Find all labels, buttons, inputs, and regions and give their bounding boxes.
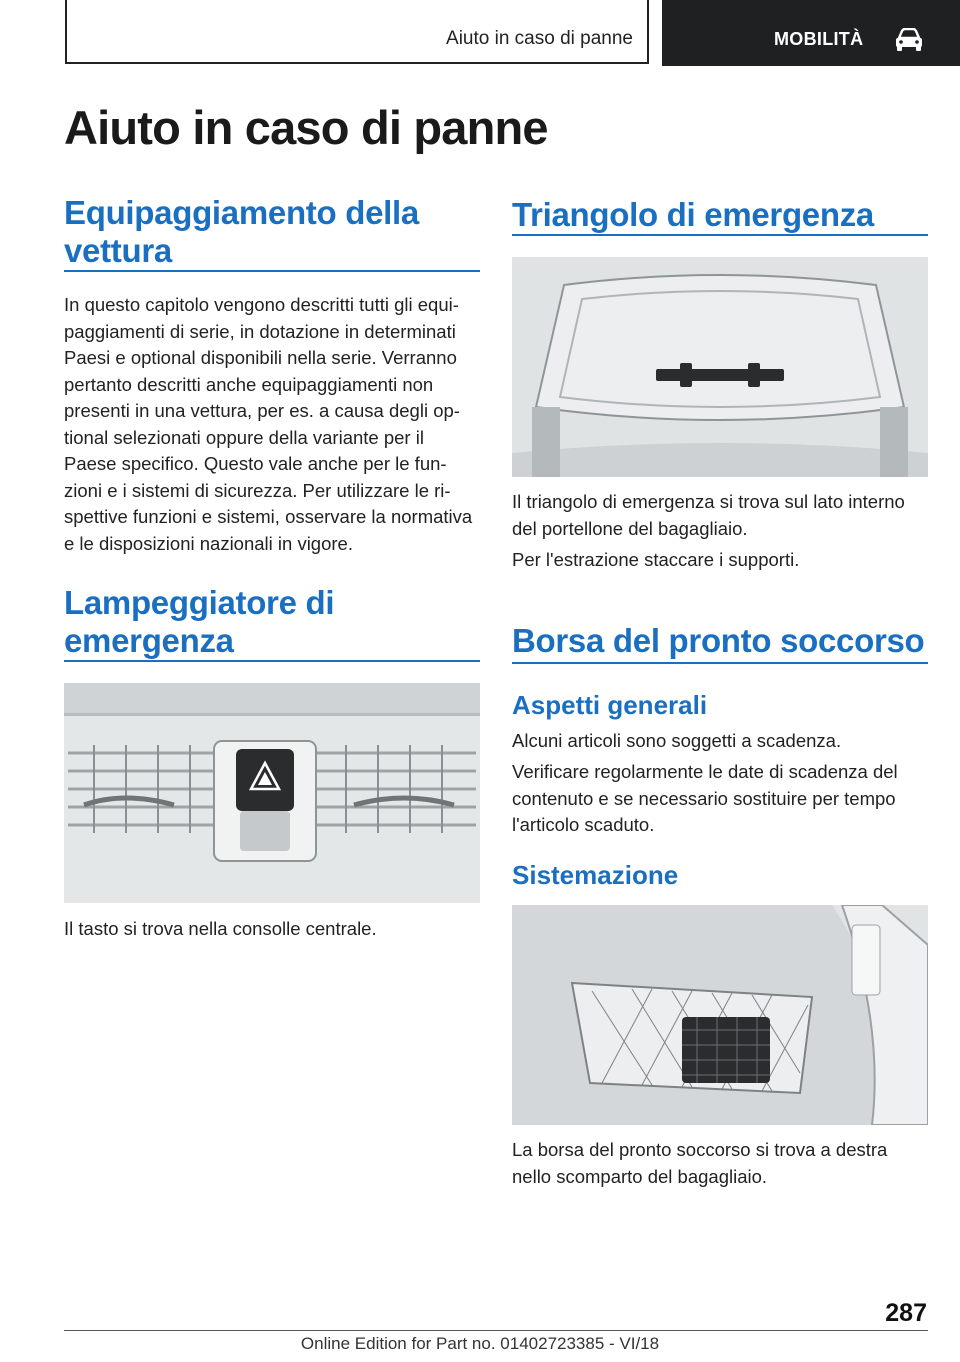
header-chapter-label: MOBILITÀ [774,29,864,49]
header-section-box [65,0,649,64]
header-chapter-tab[interactable] [662,0,960,66]
heading-sistemazione: Sistemazione [512,860,679,890]
equip-line: e le disposizioni nazionali in vigore. [64,532,353,554]
general-line: contenuto e se necessario sostituire per tempo [512,787,896,809]
heading-lampeggiatore [64,584,480,660]
general-line: Verificare regolarmente le date di scadenza del [512,761,898,782]
section-rule [512,662,928,664]
triangle-note: Per l'estrazione staccare i supporti. [512,549,800,570]
footer-edition: Online Edition for Part no. 01402723385 - VI/18 [300,1334,660,1353]
equip-line: zioni e i sistemi di sicurezza. Per utilizzare le ri- [64,479,451,501]
equip-line: spettive funzioni e sistemi, osservare la normativa [64,506,473,527]
heading-triangolo: Triangolo di emergenza [512,196,874,233]
equip-line: pertanto descritti anche equipaggiamenti non [64,373,434,395]
general-paragraph-1: Alcuni articoli sono soggetti a scadenza. [512,730,842,751]
heading-borsa: Borsa del pronto soccorso [512,622,925,659]
heading-lampeggiatore-line1: Lampeggiatore di [64,584,335,621]
equip-line: Paese specifico. Questo vale anche per le fun- [64,453,447,474]
equip-paragraph [64,292,484,557]
hazard-caption: Il tasto si trova nella consolle centrale. [64,918,377,939]
equip-line: tional selezionati oppure della variante per il [64,426,424,448]
heading-equipaggiamento [64,194,480,270]
page-number: 287 [885,1299,927,1327]
triangle-caption-line: Il triangolo di emergenza si trova sul lato interno [512,491,905,512]
heading-lampeggiatore-line2: emergenza [64,622,234,659]
luggage-net-illustration [512,905,928,1125]
equip-line: In questo capitolo vengono descritti tutti gli equi- [64,294,459,315]
hazard-button-illustration [64,683,480,903]
triangle-caption-line: del portellone del bagagliaio. [512,517,748,539]
header-section-title: Aiuto in caso di panne [446,28,633,49]
section-rule [512,234,928,236]
trunk-lid-illustration [512,257,928,477]
equip-line: Paesi e optional disponibili nella serie. Verranno [64,347,457,368]
footer-rule [64,1330,928,1331]
heading-aspetti-generali: Aspetti generali [512,690,708,720]
storage-caption [512,1137,936,1190]
equip-line: presenti in una vettura, per es. a causa degli op- [64,400,460,421]
page-title: Aiuto in caso di panne [64,101,548,154]
heading-equipaggiamento-text: Equipaggiamento della vettura [64,194,419,269]
general-paragraph-2 [512,759,936,839]
storage-caption-line: La borsa del pronto soccorso si trova a destra [512,1139,888,1160]
car-icon [894,28,924,52]
general-line: l'articolo scaduto. [512,814,655,835]
section-rule [64,270,480,272]
storage-caption-line: nello scomparto del bagagliaio. [512,1165,768,1187]
section-rule [64,660,480,662]
equip-line: paggiamenti di serie, in dotazione in determinati [64,320,456,342]
triangle-caption [512,489,936,542]
